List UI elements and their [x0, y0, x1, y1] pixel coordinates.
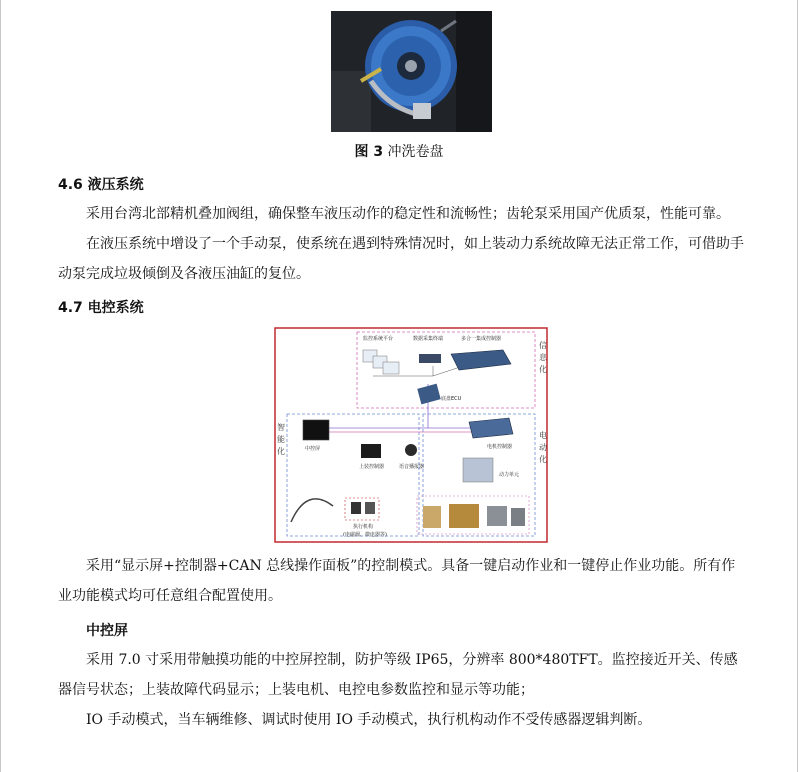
zone-smart-1: 智: [277, 423, 285, 432]
label-data-terminal: 数据采集终端: [413, 336, 444, 342]
flush-reel-photo: [331, 11, 492, 132]
label-power-unit: 动力单元: [499, 472, 520, 478]
paragraph-4-7-1: 采用“显示屏+控制器+CAN 总线操作面板”的控制模式。具备一键启动作业和一键停止作业功能。所有作业功能模式均可任意组合配置使用。: [58, 558, 736, 604]
zone-info-1: 信: [539, 341, 547, 350]
page-edge-left: [0, 0, 1, 772]
heading-center-screen: 中控屏: [86, 623, 128, 639]
figure-3-caption: [0, 141, 798, 161]
zone-info-3: 化: [539, 365, 547, 374]
label-voice-player: 语音播报器: [399, 464, 425, 470]
paragraph-4-6-1: 采用台湾北部精机叠加阀组，确保整车液压动作的稳定性和流畅性；齿轮泵采用国产优质泵，性能可靠。: [86, 206, 730, 222]
label-integrated-controller: 多合一集成控制器: [461, 336, 502, 342]
heading-4-6: 4.6 液压系统: [58, 177, 144, 193]
zone-electric-2: 动: [539, 443, 547, 452]
zone-smart-2: 能: [277, 435, 285, 444]
paragraph-center-screen-1: 采用 7.0 寸采用带触摸功能的中控屏控制，防护等级 IP65，分辨率 800*480TFT。监控接近开关、传感器信号状态；上装故障代码显示；上装电机、电控电参数监控和显示等功能；: [58, 652, 738, 698]
zone-electric-3: 化: [539, 455, 547, 464]
label-actuator-detail: (电磁阀、微电器等): [343, 532, 387, 538]
label-center-screen: 中控屏: [305, 446, 321, 452]
label-vehicle-ecu: 底盘ECU: [441, 396, 462, 402]
zone-info-2: 息: [539, 353, 547, 362]
caption-text: 冲洗卷盘: [387, 144, 444, 160]
label-motor-controller: 电机控制器: [487, 444, 513, 450]
label-actuator: 执行机构: [353, 524, 374, 530]
paragraph-center-screen-2: IO 手动模式，当车辆维修、调试时使用 IO 手动模式，执行机构动作不受传感器逻辑判断。: [86, 712, 652, 728]
zone-electric-1: 电: [539, 431, 547, 440]
paragraph-4-6-2: 在液压系统中增设了一个手动泵，使系统在遇到特殊情况时，如上装动力系统故障无法正常工作，可借助手动泵完成垃圾倾倒及各液压油缸的复位。: [58, 236, 744, 282]
caption-number: 图 3: [354, 144, 384, 160]
label-monitor-platform: 监控系统平台: [363, 336, 394, 342]
heading-4-7: 4.7 电控系统: [58, 300, 144, 316]
label-upper-controller: 上装控制器: [359, 464, 385, 470]
zone-smart-3: 化: [277, 447, 285, 456]
electric-control-diagram: [273, 326, 549, 544]
